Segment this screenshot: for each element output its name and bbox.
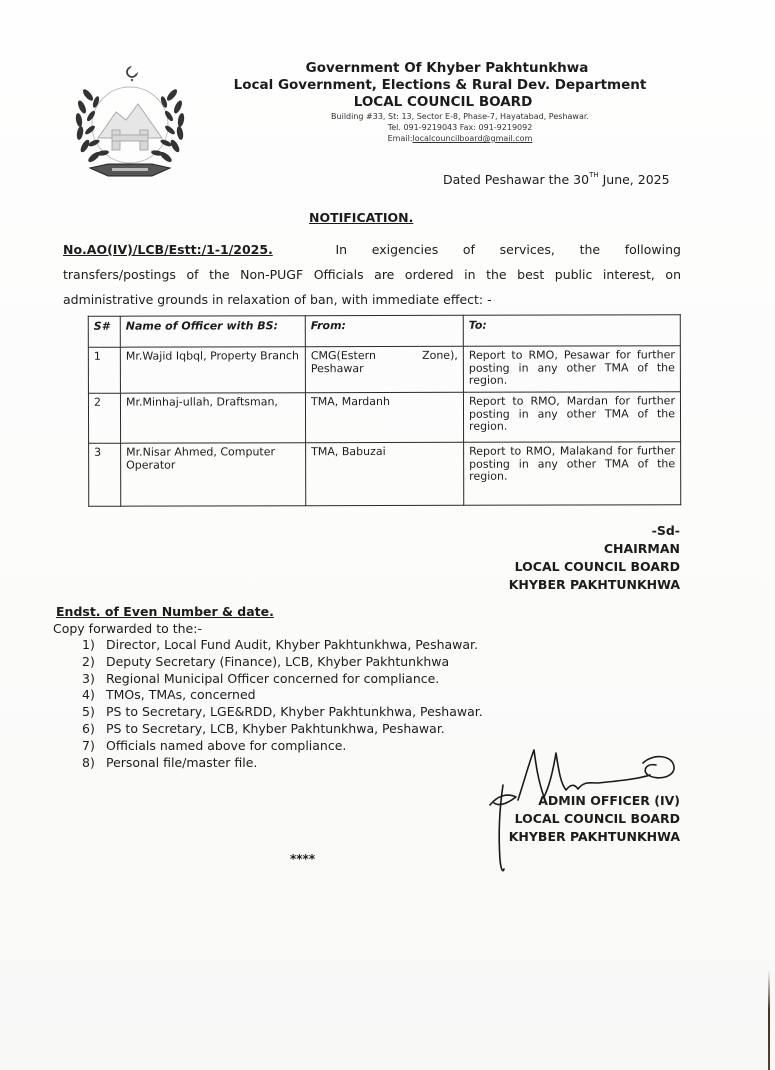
admin-designation: ADMIN OFFICER (IV) [538,793,680,808]
cell-from: CMG(Estern Zone), Peshawar [305,346,463,392]
date-prefix: Dated Peshawar the 30 [443,172,590,187]
admin-officer-signature-block [509,792,680,846]
list-item-number: 6) [82,720,95,736]
chairman-designation: CHAIRMAN [603,541,680,556]
list-item-number: 2) [82,653,95,669]
list-item-text: Deputy Secretary (Finance), LCB, Khyber Pakhtunkhwa [105,653,450,669]
cell-from: TMA, Babuzai [306,442,464,505]
signed-mark: -Sd- [651,523,680,538]
email-label: Email: [387,134,413,143]
list-item [82,704,483,721]
list-item [82,755,483,772]
cell-to: Report to RMO, Mardan for further posting in any other TMA of the region. [463,392,680,443]
cell-officer-name: Mr.Nisar Ahmed, Computer Operator [121,443,306,506]
table-row [88,346,680,394]
table-header-row [88,315,680,348]
column-header-serial: S# [88,316,120,347]
cell-officer-name: Mr.Minhaj-ullah, Draftsman, [120,393,305,443]
board-name: LOCAL COUNCIL BOARD [353,94,533,110]
notification-line-3: administrative grounds in relaxation of ban, with immediate effect: - [63,292,492,307]
list-item-number: 8) [82,754,95,770]
notification-word: following [624,242,681,257]
cell-to: Report to RMO, Malakand for further posting in any other TMA of the region. [464,442,681,506]
chairman-signature-block [509,522,680,594]
cell-to: Report to RMO, Pesawar for further posting in any other TMA of the region. [463,346,680,393]
list-item-number: 1) [82,637,95,652]
list-item-text: Personal file/master file. [105,754,258,770]
list-item-number: 3) [82,670,95,686]
end-of-document-mark: **** [290,852,316,866]
cell-serial: 3 [89,443,121,506]
table-row [89,442,681,507]
office-email [260,133,660,144]
table-row [88,392,680,444]
chairman-province: KHYBER PAKHTUNKHWA [508,577,680,592]
list-item-number: 7) [82,737,95,753]
cell-serial: 2 [88,393,120,443]
notification-word: exigencies [371,242,439,257]
date-ordinal-suffix: TH [589,171,599,179]
notification-word: In [335,242,348,257]
recipients-list [82,637,483,771]
column-header-to: To: [463,315,680,347]
department-name: Local Government, Elections & Rural Dev. Department [233,77,647,93]
office-telephone: Tel. 091-9219043 Fax: 091-9219092 [387,123,533,132]
notification-line-1 [63,237,681,262]
email-link[interactable]: localcouncilboard@gmail.com [412,134,533,143]
column-header-from: From: [305,315,463,346]
government-emblem-icon [68,60,193,185]
notification-word: of [462,242,475,257]
admin-office: LOCAL COUNCIL BOARD [514,811,680,826]
column-header-officer-name: Name of Officer with BS: [120,316,305,347]
list-item-text: PS to Secretary, LCB, Khyber Pakhtunkhwa, Peshawar. [105,720,445,736]
copy-forwarded-intro: Copy forwarded to the:- [53,621,202,636]
list-item-text: Regional Municipal Officer concerned for compliance. [105,670,440,686]
cell-officer-name: Mr.Wajid Iqbql, Property Branch [120,347,305,393]
notification-line-2: transfers/postings of the Non-PUGF Officials are ordered in the best public interest, on [63,267,681,282]
cell-serial: 1 [88,347,120,393]
admin-province: KHYBER PAKHTUNKHWA [508,829,680,844]
list-item-text: Director, Local Fund Audit, Khyber Pakhtunkhwa, Peshawar. [105,637,479,652]
chairman-office: LOCAL COUNCIL BOARD [514,559,680,574]
notification-title: NOTIFICATION. [309,210,414,225]
list-item-number: 4) [82,687,95,703]
list-item [82,654,483,671]
government-name: Government Of Khyber Pakhtunkhwa [305,60,589,76]
page-edge-shadow [768,970,770,1070]
list-item [82,738,483,755]
notification-word: the [579,242,601,257]
office-address: Building #33, St: 13, Sector E-8, Phase-7, Hayatabad, Peshawar. [331,112,589,121]
list-item-text: Officials named above for compliance. [105,737,347,753]
list-item [82,637,483,654]
list-item-text: TMOs, TMAs, concerned [105,687,256,703]
letterhead [220,60,660,144]
date-rest: June, 2025 [598,172,670,187]
list-item [82,687,483,704]
transfer-orders-table [88,314,681,507]
notification-body [63,237,681,312]
endorsement-title: Endst. of Even Number & date. [56,604,274,619]
document-date [443,172,670,187]
list-item-number: 5) [82,704,95,720]
cell-from: TMA, Mardanh [305,392,463,442]
notification-word: services, [499,242,555,257]
list-item-text: PS to Secretary, LGE&RDD, Khyber Pakhtunkhwa, Peshawar. [105,704,483,720]
list-item [82,721,483,738]
list-item [82,671,483,688]
notification-reference-number: No.AO(IV)/LCB/Estt:/1-1/2025. [63,242,273,257]
